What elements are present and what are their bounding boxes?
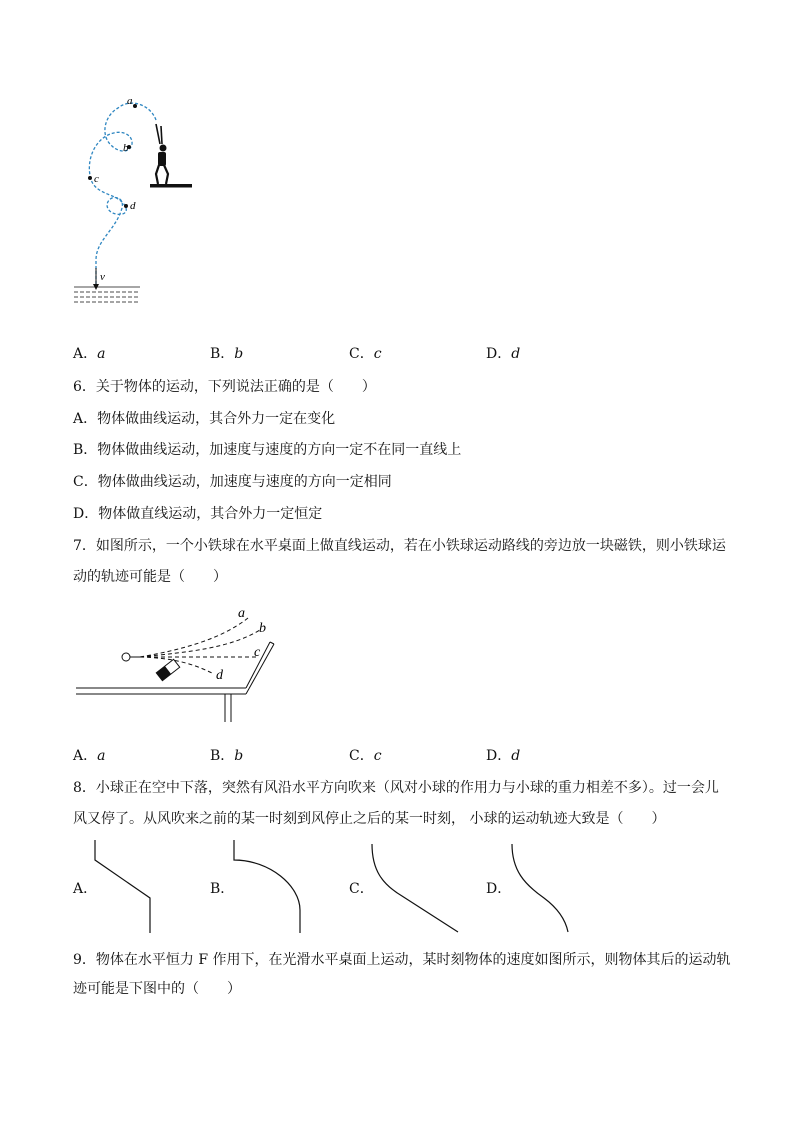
q6-option-b[interactable]: B．物体做曲线运动，加速度与速度的方向一定不在同一直线上 bbox=[73, 442, 462, 458]
water-surface bbox=[74, 287, 140, 302]
q7-label-b: b bbox=[259, 621, 266, 636]
q5-option-b[interactable]: B．b bbox=[210, 346, 244, 362]
label-d: d bbox=[130, 200, 136, 212]
q8-stem-line2: 风又停了。从风吹来之前的某一时刻到风停止之后的某一时刻， 小球的运动轨迹大致是（ ） bbox=[73, 811, 666, 827]
q5-option-c[interactable]: C．c bbox=[349, 346, 382, 362]
q6-option-a[interactable]: A．物体做曲线运动，其合外力一定在变化 bbox=[73, 411, 336, 427]
q9-stem-line1: 9．物体在水平恒力 F 作用下，在光滑水平桌面上运动，某时刻物体的速度如图所示，则物体其后的运动轨 bbox=[73, 952, 731, 968]
trajectory-lines bbox=[140, 618, 260, 674]
q6-option-c[interactable]: C．物体做曲线运动，加速度与速度的方向一定相同 bbox=[73, 474, 392, 490]
point-a bbox=[133, 104, 137, 108]
diver-trajectory-path bbox=[89, 103, 156, 285]
q5-option-d[interactable]: D．d bbox=[486, 346, 521, 362]
q7-label-d: d bbox=[216, 668, 223, 683]
q7-option-a[interactable]: A．a bbox=[73, 748, 106, 764]
label-c: c bbox=[94, 173, 99, 185]
point-c bbox=[88, 176, 92, 180]
label-v: v bbox=[100, 271, 105, 283]
q7-label-a: a bbox=[238, 606, 245, 621]
magnet-table-figure bbox=[70, 600, 290, 725]
iron-ball bbox=[122, 653, 130, 661]
q6-stem: 6．关于物体的运动，下列说法正确的是（ ） bbox=[73, 379, 376, 395]
q8-option-d[interactable]: D． bbox=[486, 881, 512, 897]
trajectory-a bbox=[140, 618, 248, 657]
label-a: a bbox=[127, 95, 133, 107]
q7-stem-line1: 7．如图所示，一个小铁球在水平桌面上做直线运动，若在小铁球运动路线的旁边放一块磁铁，则小铁球运 bbox=[73, 538, 726, 554]
q8-option-a[interactable]: A． bbox=[73, 881, 98, 897]
diving-platform bbox=[150, 184, 192, 188]
q8-path-b bbox=[230, 840, 305, 934]
q8-path-d bbox=[508, 840, 573, 934]
q7-option-c[interactable]: C．c bbox=[349, 748, 382, 764]
diver-trajectory-figure bbox=[60, 90, 210, 315]
label-b: b bbox=[123, 142, 129, 154]
q7-label-c: c bbox=[254, 645, 261, 660]
q8-option-b[interactable]: B． bbox=[210, 881, 235, 897]
q7-stem-line2: 动的轨迹可能是（ ） bbox=[73, 569, 227, 585]
q7-option-d[interactable]: D．d bbox=[486, 748, 521, 764]
q8-stem-line1: 8．小球正在空中下落，突然有风沿水平方向吹来（风对小球的作用力与小球的重力相差不多）。过一会儿 bbox=[73, 780, 719, 796]
q5-option-a[interactable]: A．a bbox=[73, 346, 106, 362]
trajectory-b bbox=[140, 630, 260, 657]
table bbox=[76, 642, 274, 722]
q7-option-b[interactable]: B．b bbox=[210, 748, 244, 764]
q8-path-a bbox=[92, 840, 154, 934]
q9-stem-line2: 迹可能是下图中的（ ） bbox=[73, 981, 241, 997]
magnet-icon bbox=[156, 659, 179, 680]
q8-option-c[interactable]: C． bbox=[349, 881, 374, 897]
q8-path-c bbox=[368, 840, 463, 934]
q6-option-d[interactable]: D．物体做直线运动，其合外力一定恒定 bbox=[73, 506, 323, 522]
point-d bbox=[124, 204, 128, 208]
diver-icon bbox=[156, 124, 168, 184]
